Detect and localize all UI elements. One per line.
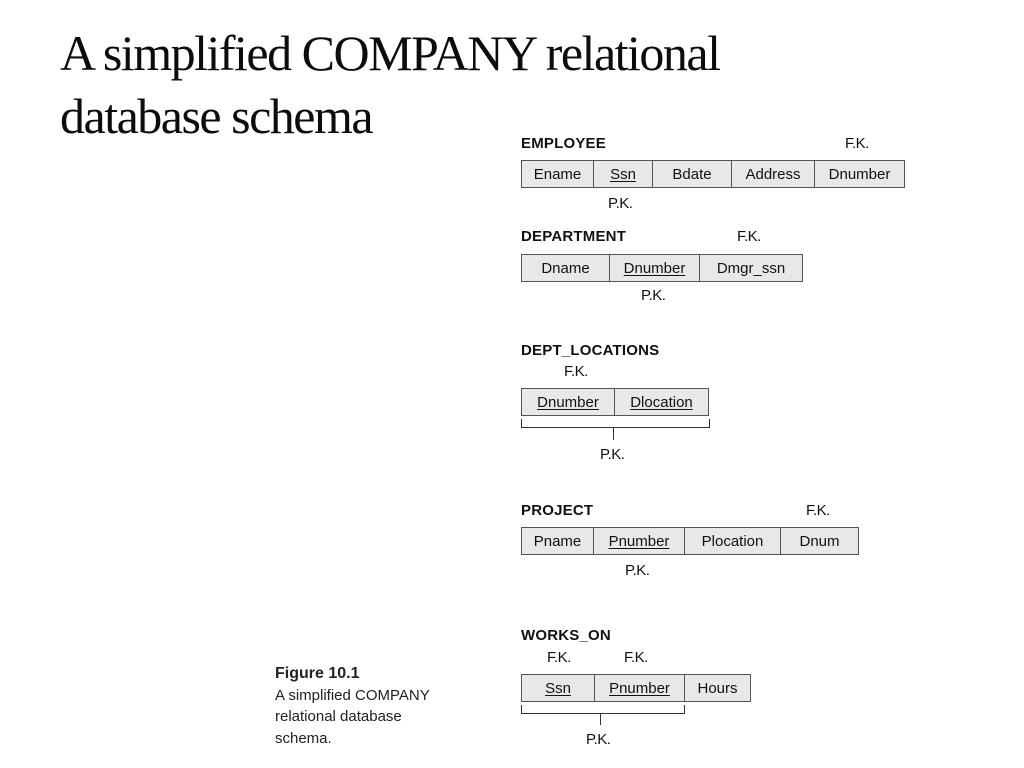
pk-label-department: P.K. — [641, 287, 666, 304]
pk-bracket-dept-locations — [522, 419, 710, 440]
attribute-ssn: Ssn — [593, 161, 652, 187]
attribute-dnumber: Dnumber — [609, 255, 699, 281]
slide-title-line-2: database schema — [60, 88, 373, 144]
attribute-plocation: Plocation — [684, 528, 780, 554]
slide-title-line-1: A simplified COMPANY relational — [60, 25, 720, 81]
figure-number: Figure 10.1 — [275, 665, 360, 682]
attribute-dnumber: Dnumber — [537, 393, 599, 411]
fk-label-project: F.K. — [806, 502, 830, 519]
attribute-dnum: Dnum — [780, 528, 858, 554]
relation-name-department: DEPARTMENT — [521, 228, 627, 245]
fk-label-works-on-pnumber: F.K. — [624, 649, 648, 666]
attribute-bdate: Bdate — [652, 161, 731, 187]
attribute-dmgr-ssn: Dmgr_ssn — [699, 255, 802, 281]
attribute-pnumber: Pnumber — [593, 528, 684, 554]
attribute-dlocation: Dlocation — [614, 389, 708, 415]
attribute-hours: Hours — [684, 675, 750, 701]
relation-name-project: PROJECT — [521, 502, 594, 519]
pk-label-dept-locations: P.K. — [600, 446, 625, 463]
attribute-dnumber: Dnumber — [814, 161, 904, 187]
figure-description: A simplified COMPANY relational database schema. — [275, 686, 430, 747]
attribute-address: Address — [731, 161, 814, 187]
pk-bracket-works-on — [522, 705, 685, 725]
fk-label-dept-locations: F.K. — [564, 363, 588, 380]
attribute-pname: Pname — [533, 532, 582, 550]
pk-label-project: P.K. — [625, 562, 650, 579]
pk-label-employee: P.K. — [608, 195, 633, 212]
fk-label-department: F.K. — [737, 228, 761, 245]
attribute-dname: Dname — [541, 259, 590, 277]
fk-label-works-on-ssn: F.K. — [547, 649, 571, 666]
pk-label-works-on: P.K. — [586, 731, 611, 748]
relation-name-works-on: WORKS_ON — [521, 627, 611, 644]
fk-label-employee: F.K. — [845, 135, 869, 152]
relation-name-employee: EMPLOYEE — [521, 135, 606, 152]
relation-name-dept-locations: DEPT_LOCATIONS — [521, 342, 660, 359]
attribute-pnumber: Pnumber — [594, 675, 684, 701]
attribute-ename: Ename — [533, 165, 582, 183]
attribute-ssn: Ssn — [545, 679, 571, 697]
